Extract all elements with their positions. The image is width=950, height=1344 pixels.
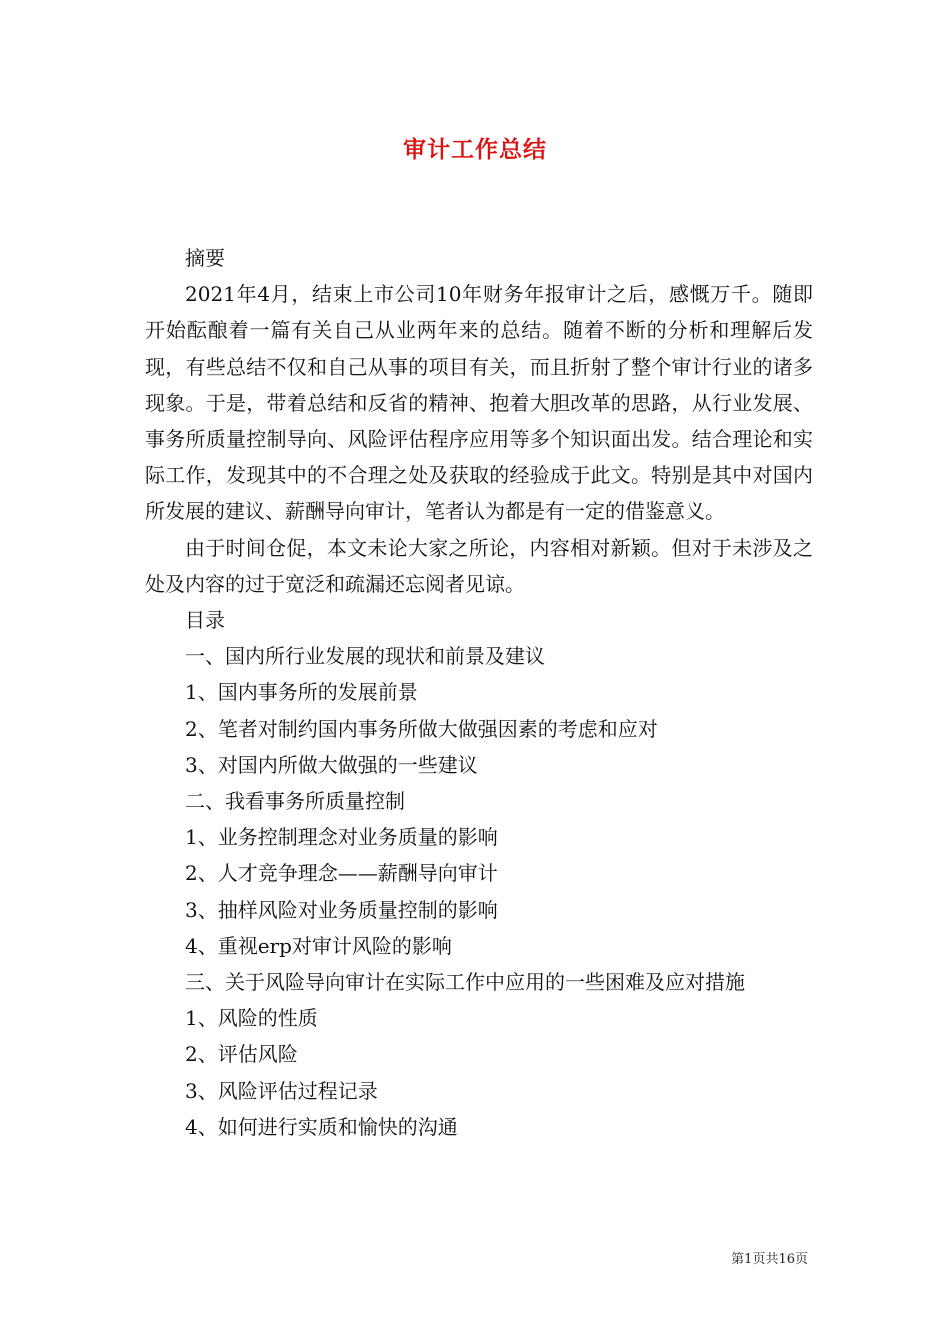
toc-item: 1、风险的性质 xyxy=(185,1006,318,1031)
document-body xyxy=(145,240,813,1145)
toc-item: 3、对国内所做大做强的一些建议 xyxy=(185,752,478,777)
toc-item: 2、笔者对制约国内事务所做大做强因素的考虑和应对 xyxy=(185,716,658,741)
toc-item: 二、我看事务所质量控制 xyxy=(185,789,405,814)
toc-heading: 目录 xyxy=(185,608,225,633)
toc-item: 1、业务控制理念对业务质量的影响 xyxy=(185,825,498,850)
toc-item: 三、关于风险导向审计在实际工作中应用的一些困难及应对措施 xyxy=(185,970,745,995)
toc-item: 4、重视erp对审计风险的影响 xyxy=(185,933,452,958)
toc-item: 3、抽样风险对业务质量控制的影响 xyxy=(185,897,498,922)
abstract-heading: 摘要 xyxy=(185,246,225,270)
document-title: 审计工作总结 xyxy=(403,137,547,163)
toc-item: 2、评估风险 xyxy=(185,1042,298,1067)
toc-item: 2、人才竞争理念——薪酬导向审计 xyxy=(185,861,498,886)
toc-item: 一、国内所行业发展的现状和前景及建议 xyxy=(185,644,545,669)
abstract-paragraph-1: 2021年4月，结束上市公司10年财务年报审计之后，感慨万千。随即开始酝酿着一篇有关自己从业两年来的总结。随着不断的分析和理解后发现，有些总结不仅和自己从事的项目有关，而且折射了整个审计行业的诸多现象。于是，带着总结和反省的精神、抱着大胆改革的思路，从行业发展、事务所质量控制导向、风险评估程序应用等多个知识面出发。结合理论和实际工作，发现其中的不合理之处及获取的经验成于此文。特别是其中对国内所发展的建议、薪酬导向审计，笔者认为都是有一定的借鉴意义。 xyxy=(145,282,813,524)
toc-item: 1、国内事务所的发展前景 xyxy=(185,680,418,705)
toc-item: 4、如何进行实质和愉快的沟通 xyxy=(185,1114,458,1139)
abstract-paragraph-2: 由于时间仓促，本文未论大家之所论，内容相对新颖。但对于未涉及之处及内容的过于宽泛和疏漏还忘阅者见谅。 xyxy=(145,535,813,596)
toc-item: 3、风险评估过程记录 xyxy=(185,1078,378,1103)
page-number-footer: 第1页共16页 xyxy=(731,1252,808,1267)
